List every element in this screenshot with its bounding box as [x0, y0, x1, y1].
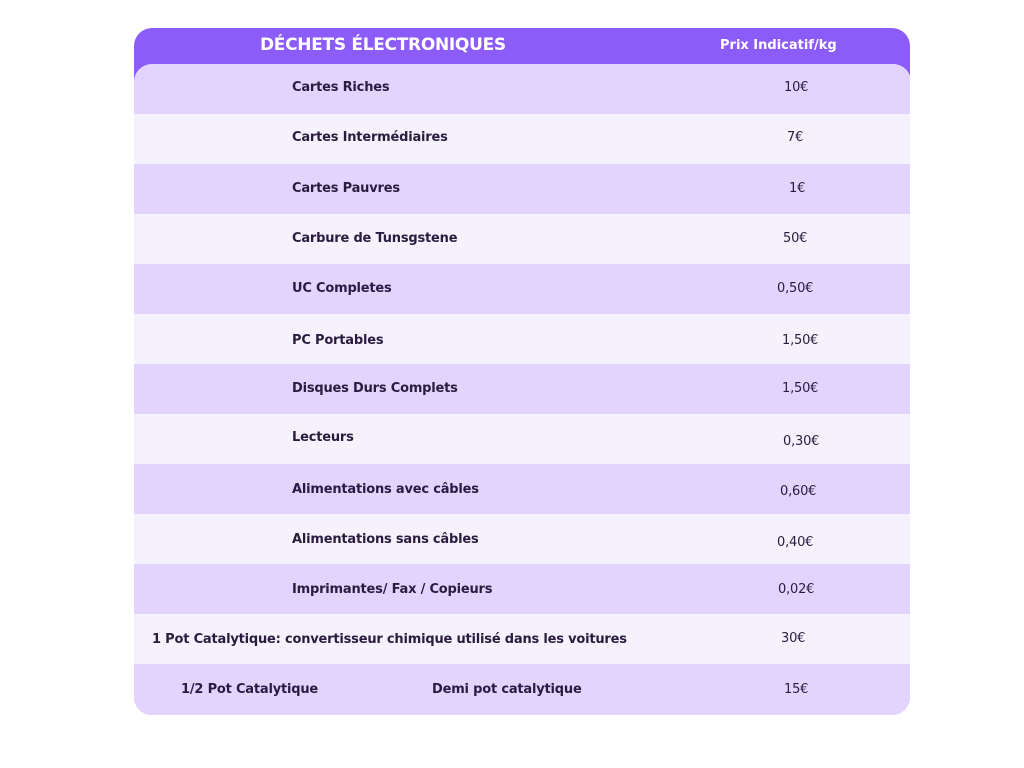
- price-column-header: Prix Indicatif/kg: [720, 38, 837, 53]
- row-label: PC Portables: [292, 333, 384, 348]
- row-price: 0,30€: [783, 434, 820, 449]
- table-row: [134, 64, 910, 114]
- table-row: [134, 264, 910, 314]
- row-price: 15€: [784, 682, 809, 697]
- row-label: 1/2 Pot Catalytique: [181, 682, 319, 697]
- table-row: [134, 614, 910, 664]
- row-price: 1,50€: [782, 381, 819, 396]
- table-row: [134, 414, 910, 464]
- row-description: Demi pot catalytique: [432, 682, 582, 697]
- price-table: [134, 28, 910, 715]
- row-price: 0,50€: [777, 281, 814, 296]
- row-label: Alimentations avec câbles: [292, 482, 479, 497]
- row-price: 50€: [783, 231, 808, 246]
- row-price: 0,40€: [777, 535, 814, 550]
- table-row: [134, 564, 910, 614]
- table-row: [134, 314, 910, 364]
- row-price: 10€: [784, 80, 809, 95]
- row-label: Cartes Intermédiaires: [292, 130, 448, 145]
- row-label: 1 Pot Catalytique: convertisseur chimique utilisé dans les voitures: [152, 632, 627, 647]
- row-label: Imprimantes/ Fax / Copieurs: [292, 582, 493, 597]
- table-row: [134, 164, 910, 214]
- table-row: [134, 214, 910, 264]
- table-header: [134, 28, 910, 64]
- table-row: [134, 364, 910, 414]
- table-title: DÉCHETS ÉLECTRONIQUES: [260, 35, 506, 55]
- table-body: [134, 64, 910, 715]
- table-row: [134, 114, 910, 164]
- row-label: Alimentations sans câbles: [292, 532, 479, 547]
- table-row: [134, 664, 910, 715]
- row-price: 0,02€: [778, 582, 815, 597]
- row-label: Carbure de Tunsgstene: [292, 231, 458, 246]
- row-label: UC Completes: [292, 281, 392, 296]
- row-price: 0,60€: [780, 484, 817, 499]
- row-price: 1,50€: [782, 333, 819, 348]
- row-price: 1€: [789, 181, 806, 196]
- row-label: Disques Durs Complets: [292, 381, 458, 396]
- row-label: Lecteurs: [292, 430, 354, 445]
- row-label: Cartes Riches: [292, 80, 390, 95]
- row-price: 30€: [781, 631, 806, 646]
- table-row: [134, 514, 910, 564]
- table-row: [134, 464, 910, 514]
- row-label: Cartes Pauvres: [292, 181, 400, 196]
- row-price: 7€: [787, 130, 804, 145]
